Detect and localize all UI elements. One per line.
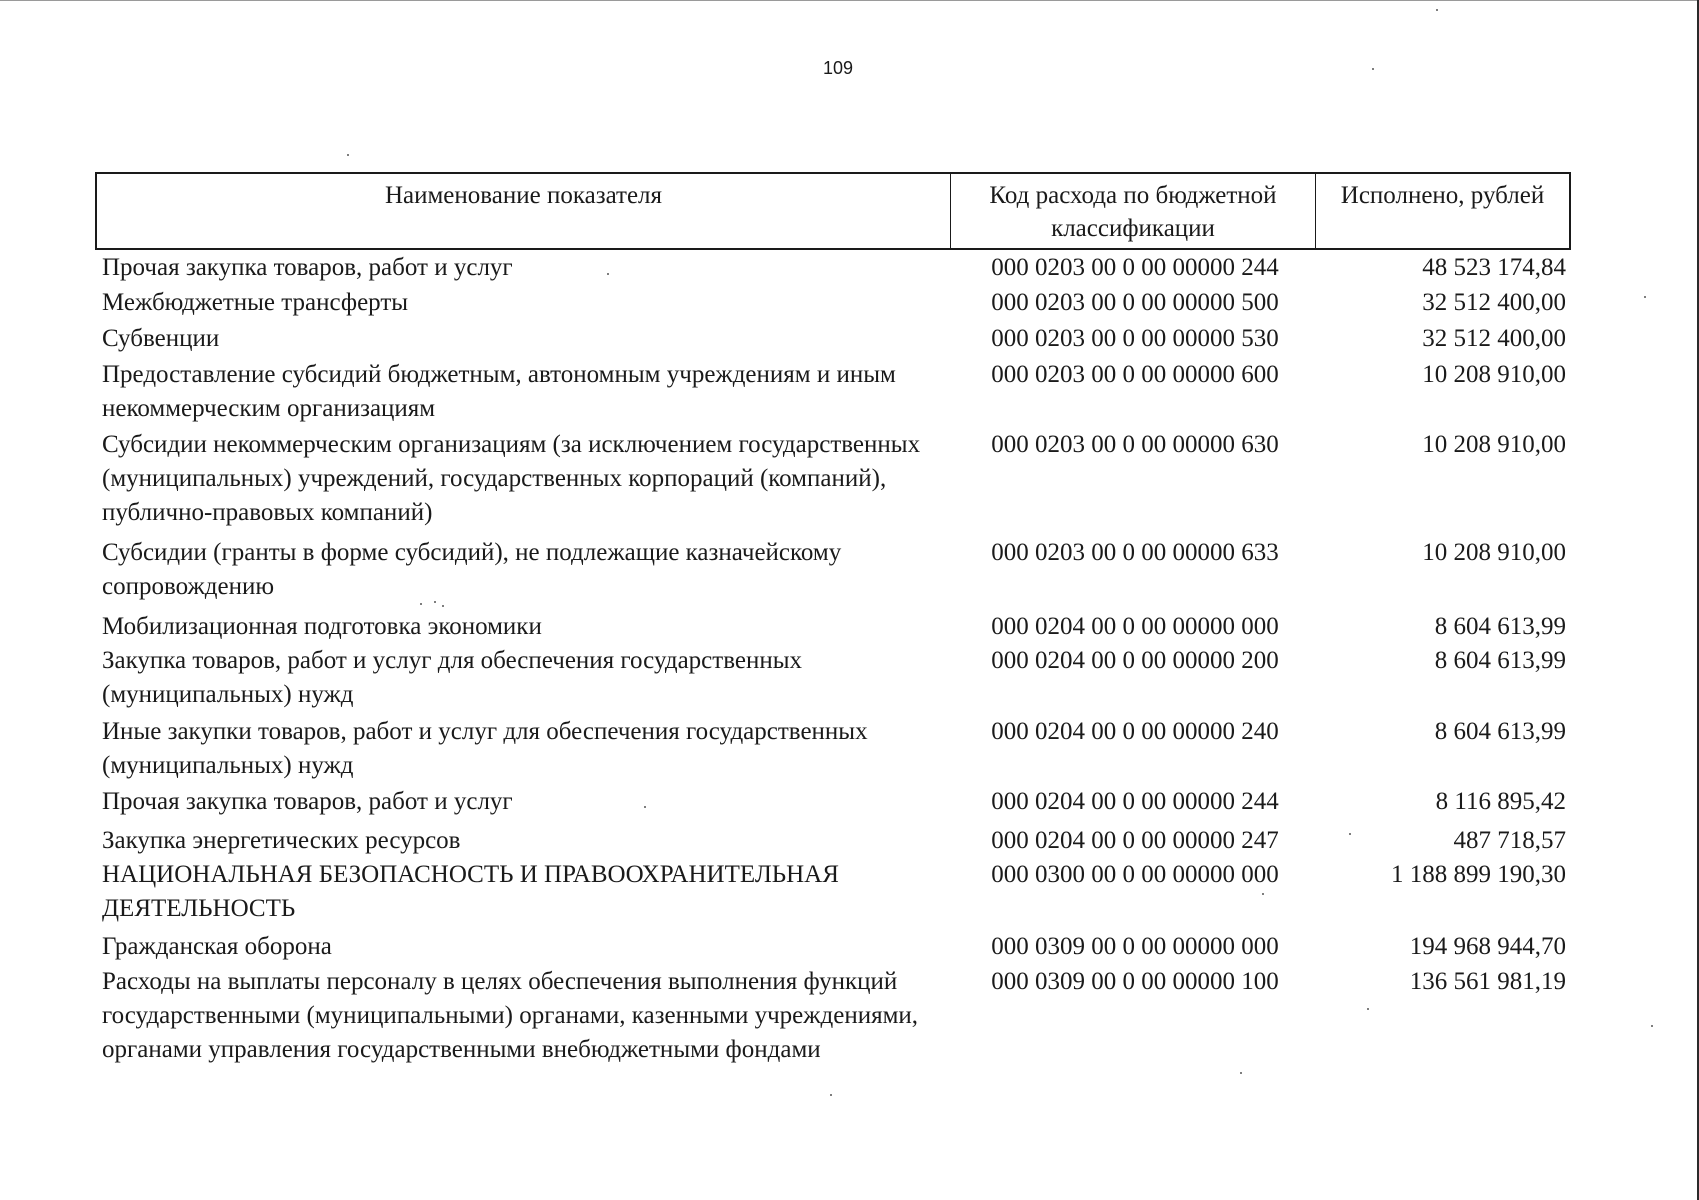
scan-speck — [1651, 1025, 1653, 1027]
row-amount: 8 116 895,42 — [1435, 788, 1566, 815]
row-name: Предоставление субсидий бюджетным, автономным учреждениям и иным некоммерческим организациям — [102, 361, 896, 422]
row-code: 000 0204 00 0 00 00000 000 — [991, 613, 1279, 640]
row-name: Субсидии (гранты в форме субсидий), не подлежащие казначейскому сопровождению — [102, 539, 842, 600]
row-code: 000 0204 00 0 00 00000 247 — [991, 827, 1279, 854]
row-code: 000 0300 00 0 00 00000 000 — [991, 861, 1279, 888]
header-amount: Исполнено, рублей — [1340, 182, 1545, 209]
row-amount: 10 208 910,00 — [1422, 431, 1566, 458]
scan-speck — [1644, 296, 1646, 298]
scan-speck — [347, 154, 349, 156]
row-code: 000 0204 00 0 00 00000 240 — [991, 718, 1279, 745]
row-name: Расходы на выплаты персоналу в целях обеспечения выполнения функций государственными (муниципальными) органами, казенными учреждениями, органами управления государственными внебюджетными фондами — [102, 968, 919, 1063]
row-amount: 8 604 613,99 — [1434, 613, 1566, 640]
scan-speck — [644, 806, 646, 808]
row-name: Субвенции — [102, 325, 220, 352]
row-amount: 194 968 944,70 — [1409, 933, 1566, 960]
row-amount: 32 512 400,00 — [1422, 289, 1566, 316]
scan-speck — [1367, 1008, 1369, 1010]
row-code: 000 0203 00 0 00 00000 500 — [991, 289, 1279, 316]
scan-speck — [830, 1094, 832, 1096]
row-code: 000 0309 00 0 00 00000 100 — [991, 968, 1279, 995]
row-code: 000 0204 00 0 00 00000 200 — [991, 647, 1279, 674]
page-number: 109 — [822, 58, 854, 78]
row-code: 000 0203 00 0 00 00000 530 — [991, 325, 1279, 352]
scan-speck — [1262, 893, 1264, 895]
row-name: Прочая закупка товаров, работ и услуг — [102, 254, 513, 281]
scan-speck — [607, 273, 609, 275]
row-amount: 32 512 400,00 — [1422, 325, 1566, 352]
header-code: Код расхода по бюджетной классификации — [951, 174, 1316, 248]
header-name: Наименование показателя — [97, 174, 951, 248]
row-name: Прочая закупка товаров, работ и услуг — [102, 788, 513, 815]
row-name: Мобилизационная подготовка экономики — [102, 613, 542, 640]
row-amount: 8 604 613,99 — [1434, 718, 1566, 745]
row-code: 000 0203 00 0 00 00000 244 — [991, 254, 1279, 281]
row-code: 000 0203 00 0 00 00000 600 — [991, 361, 1279, 388]
row-name: Межбюджетные трансферты — [102, 289, 409, 316]
scan-speck — [1436, 9, 1438, 11]
row-name: Гражданская оборона — [102, 933, 332, 960]
row-amount: 136 561 981,19 — [1409, 968, 1566, 995]
row-amount: 8 604 613,99 — [1434, 647, 1566, 674]
scan-speck — [442, 605, 444, 607]
scan-speck — [420, 603, 422, 605]
row-code: 000 0203 00 0 00 00000 630 — [991, 431, 1279, 458]
row-name: НАЦИОНАЛЬНАЯ БЕЗОПАСНОСТЬ И ПРАВООХРАНИТЕЛЬНАЯ ДЕЯТЕЛЬНОСТЬ — [102, 861, 839, 922]
row-name: Иные закупки товаров, работ и услуг для обеспечения государственных (муниципальных) нужд — [102, 718, 868, 779]
scan-speck — [434, 601, 436, 603]
row-name: Закупка энергетических ресурсов — [102, 827, 461, 854]
scan-speck — [1349, 833, 1351, 835]
scan-speck — [1372, 68, 1374, 70]
row-amount: 1 188 899 190,30 — [1391, 861, 1566, 888]
row-amount: 48 523 174,84 — [1422, 254, 1566, 281]
row-name: Закупка товаров, работ и услуг для обеспечения государственных (муниципальных) нужд — [102, 647, 803, 708]
row-code: 000 0204 00 0 00 00000 244 — [991, 788, 1279, 815]
row-name: Субсидии некоммерческим организациям (за исключением государственных (муниципальных) учреждений, государственных корпораций (компаний), публично-правовых компаний) — [102, 431, 921, 526]
row-amount: 487 718,57 — [1453, 827, 1566, 854]
row-amount: 10 208 910,00 — [1422, 361, 1566, 388]
row-amount: 10 208 910,00 — [1422, 539, 1566, 566]
row-code: 000 0309 00 0 00 00000 000 — [991, 933, 1279, 960]
row-code: 000 0203 00 0 00 00000 633 — [991, 539, 1279, 566]
scan-speck — [1240, 1072, 1242, 1074]
